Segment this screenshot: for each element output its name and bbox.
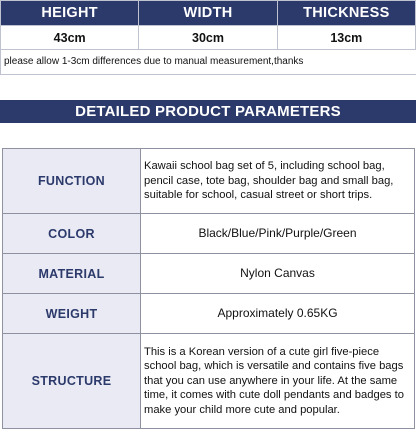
parameter-label: WEIGHT bbox=[3, 294, 141, 334]
dimensions-table bbox=[0, 0, 416, 50]
width-header: WIDTH bbox=[139, 1, 277, 26]
parameter-value: Nylon Canvas bbox=[141, 254, 415, 294]
parameters-table bbox=[2, 148, 415, 429]
dimensions-value-row bbox=[1, 26, 416, 50]
width-value: 30cm bbox=[139, 26, 277, 50]
thickness-value: 13cm bbox=[277, 26, 415, 50]
dimensions-header-row bbox=[1, 1, 416, 26]
height-header: HEIGHT bbox=[1, 1, 139, 26]
parameter-label: MATERIAL bbox=[3, 254, 141, 294]
parameter-value: This is a Korean version of a cute girl five-piece school bag, which is versatile and contains five bags that you can use anywhere in your life. At the same time, it comes with cute doll pendants and badges to make your child more cute and popular. bbox=[141, 334, 415, 429]
parameter-value: Kawaii school bag set of 5, including school bag, pencil case, tote bag, shoulder bag and small bag, suitable for school, casual street or short trips. bbox=[141, 149, 415, 214]
parameter-label: COLOR bbox=[3, 214, 141, 254]
parameter-row-function bbox=[3, 149, 415, 214]
height-value: 43cm bbox=[1, 26, 139, 50]
measurement-note: please allow 1-3cm differences due to manual measurement,thanks bbox=[0, 50, 416, 75]
parameter-row-material bbox=[3, 254, 415, 294]
parameter-label: FUNCTION bbox=[3, 149, 141, 214]
parameter-row-color bbox=[3, 214, 415, 254]
parameter-value: Black/Blue/Pink/Purple/Green bbox=[141, 214, 415, 254]
thickness-header: THICKNESS bbox=[277, 1, 415, 26]
parameter-row-weight bbox=[3, 294, 415, 334]
section-title: DETAILED PRODUCT PARAMETERS bbox=[0, 100, 416, 123]
parameter-row-structure bbox=[3, 334, 415, 429]
parameter-value: Approximately 0.65KG bbox=[141, 294, 415, 334]
parameter-label: STRUCTURE bbox=[3, 334, 141, 429]
